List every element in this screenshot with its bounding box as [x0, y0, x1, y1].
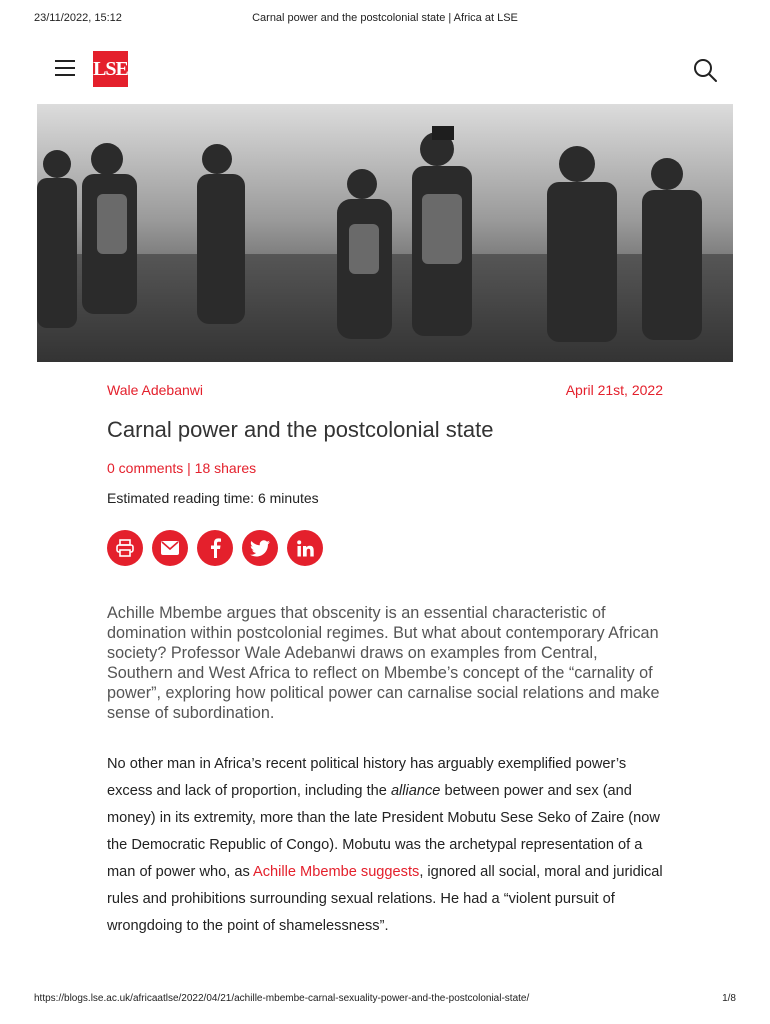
share-buttons: [107, 530, 323, 566]
author-link[interactable]: Wale Adebanwi: [107, 382, 203, 398]
article-title: Carnal power and the postcolonial state: [107, 417, 494, 442]
publish-date: April 21st, 2022: [565, 382, 663, 398]
body-emphasis: alliance: [390, 783, 441, 799]
search-icon[interactable]: [692, 57, 718, 83]
body-text-2: between power and sex (and money) in its extremity, more than the late President Mobutu Sese Seko of Zaire (now the Democratic Republic of Congo). Mobutu was the archetypal representation of a man of power who, as: [107, 783, 660, 880]
page-number: 1/8: [722, 993, 736, 1004]
print-icon[interactable]: [107, 530, 143, 566]
body-text-1: No other man in Africa’s recent political history has arguably exemplified power’s excess and lack of proportion, including the: [107, 756, 627, 799]
article-body-paragraph: [107, 751, 667, 940]
page-url: https://blogs.lse.ac.uk/africaatlse/2022/04/21/achille-mbembe-carnal-sexuality-power-and-the-postcolonial-state/: [34, 993, 530, 1004]
facebook-icon[interactable]: [197, 530, 233, 566]
print-datetime: 23/11/2022, 15:12: [34, 12, 122, 24]
print-page-title: Carnal power and the postcolonial state | Africa at LSE: [252, 12, 518, 24]
body-text-3: , ignored all social, moral and juridical rules and prohibitions surrounding sexual relations. He had a “violent pursuit of wrongdoing to the point of shamelessness”.: [107, 864, 663, 934]
count-separator: |: [183, 460, 195, 476]
lse-logo[interactable]: LSE: [93, 51, 128, 87]
hero-image: [37, 104, 733, 362]
twitter-icon[interactable]: [242, 530, 278, 566]
mbembe-link[interactable]: Achille Mbembe suggests: [253, 864, 420, 880]
email-icon[interactable]: [152, 530, 188, 566]
linkedin-icon[interactable]: [287, 530, 323, 566]
print-header: [0, 12, 770, 28]
article-lead: Achille Mbembe argues that obscenity is an essential characteristic of domination within postcolonial regimes. But what about contemporary African society? Professor Wale Adebanwi draws on examples from Central, Southern and West Africa to reflect on Mbembe’s concept of the “carnality of power”, exploring how political power can carnalise social relations and make sense of subordination.: [107, 604, 660, 722]
comments-link[interactable]: 0 comments: [107, 460, 184, 476]
comment-share-count: [107, 460, 256, 476]
site-navbar: [0, 48, 770, 92]
hamburger-icon[interactable]: [55, 60, 75, 78]
shares-count: 18 shares: [194, 460, 257, 476]
reading-time: Estimated reading time: 6 minutes: [107, 490, 319, 506]
